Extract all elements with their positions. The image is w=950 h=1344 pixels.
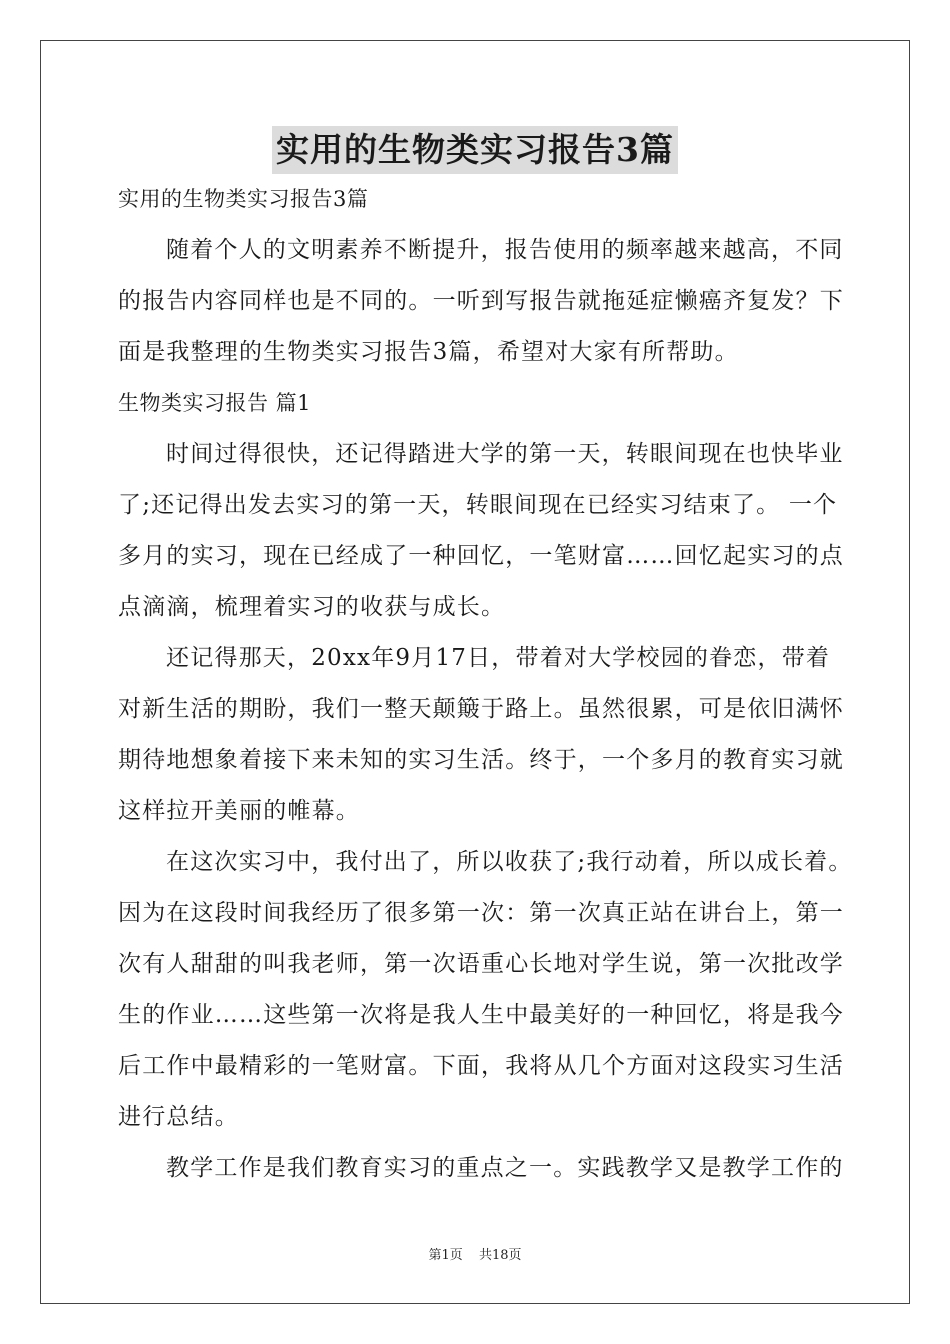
paragraph-line: 进行总结。 [118, 1104, 239, 1130]
page-number: 第1页 [428, 1248, 463, 1263]
paragraph-line: 后工作中最精彩的一笔财富。下面，我将从几个方面对这段实习生活 [118, 1053, 844, 1079]
paragraph-line: 了;还记得出发去实习的第一天，转眼间现在已经实习结束了。 一个 [118, 492, 838, 518]
document-body [118, 174, 853, 1194]
paragraph-line: 随着个人的文明素养不断提升，报告使用的频率越来越高，不同 [166, 237, 844, 263]
paragraph-line: 在这次实习中，我付出了，所以收获了;我行动着，所以成长着。 [166, 849, 853, 875]
paragraph-line: 这样拉开美丽的帷幕。 [118, 798, 360, 824]
paragraph-line: 面是我整理的生物类实习报告3篇，希望对大家有所帮助。 [118, 339, 739, 365]
paragraph-line: 生的作业……这些第一次将是我人生中最美好的一种回忆，将是我今 [118, 1002, 844, 1028]
section-heading: 生物类实习报告 篇1 [118, 391, 312, 415]
paragraph-line: 点滴滴，梳理着实习的收获与成长。 [118, 594, 506, 620]
page-total: 共18页 [478, 1248, 522, 1263]
document-title: 实用的生物类实习报告3篇 [272, 126, 678, 174]
page-footer [0, 1244, 950, 1263]
paragraph-line: 教学工作是我们教育实习的重点之一。实践教学又是教学工作的 [166, 1155, 844, 1181]
title-container [0, 126, 950, 174]
paragraph-line: 期待地想象着接下来未知的实习生活。终于，一个多月的教育实习就 [118, 747, 844, 773]
paragraph-line: 次有人甜甜的叫我老师，第一次语重心长地对学生说，第一次批改学 [118, 951, 844, 977]
paragraph-line: 因为在这段时间我经历了很多第一次：第一次真正站在讲台上，第一 [118, 900, 844, 926]
paragraph-line: 对新生活的期盼，我们一整天颠簸于路上。虽然很累，可是依旧满怀 [118, 696, 844, 722]
paragraph-line: 多月的实习，现在已经成了一种回忆，一笔财富……回忆起实习的点 [118, 543, 844, 569]
paragraph-line: 的报告内容同样也是不同的。一听到写报告就拖延症懒癌齐复发？下 [118, 288, 844, 314]
paragraph-line: 还记得那天，20xx年9月17日，带着对大学校园的眷恋，带着 [166, 645, 831, 671]
paragraph-line: 时间过得很快，还记得踏进大学的第一天，转眼间现在也快毕业 [166, 441, 844, 467]
document-subtitle: 实用的生物类实习报告3篇 [118, 187, 369, 211]
